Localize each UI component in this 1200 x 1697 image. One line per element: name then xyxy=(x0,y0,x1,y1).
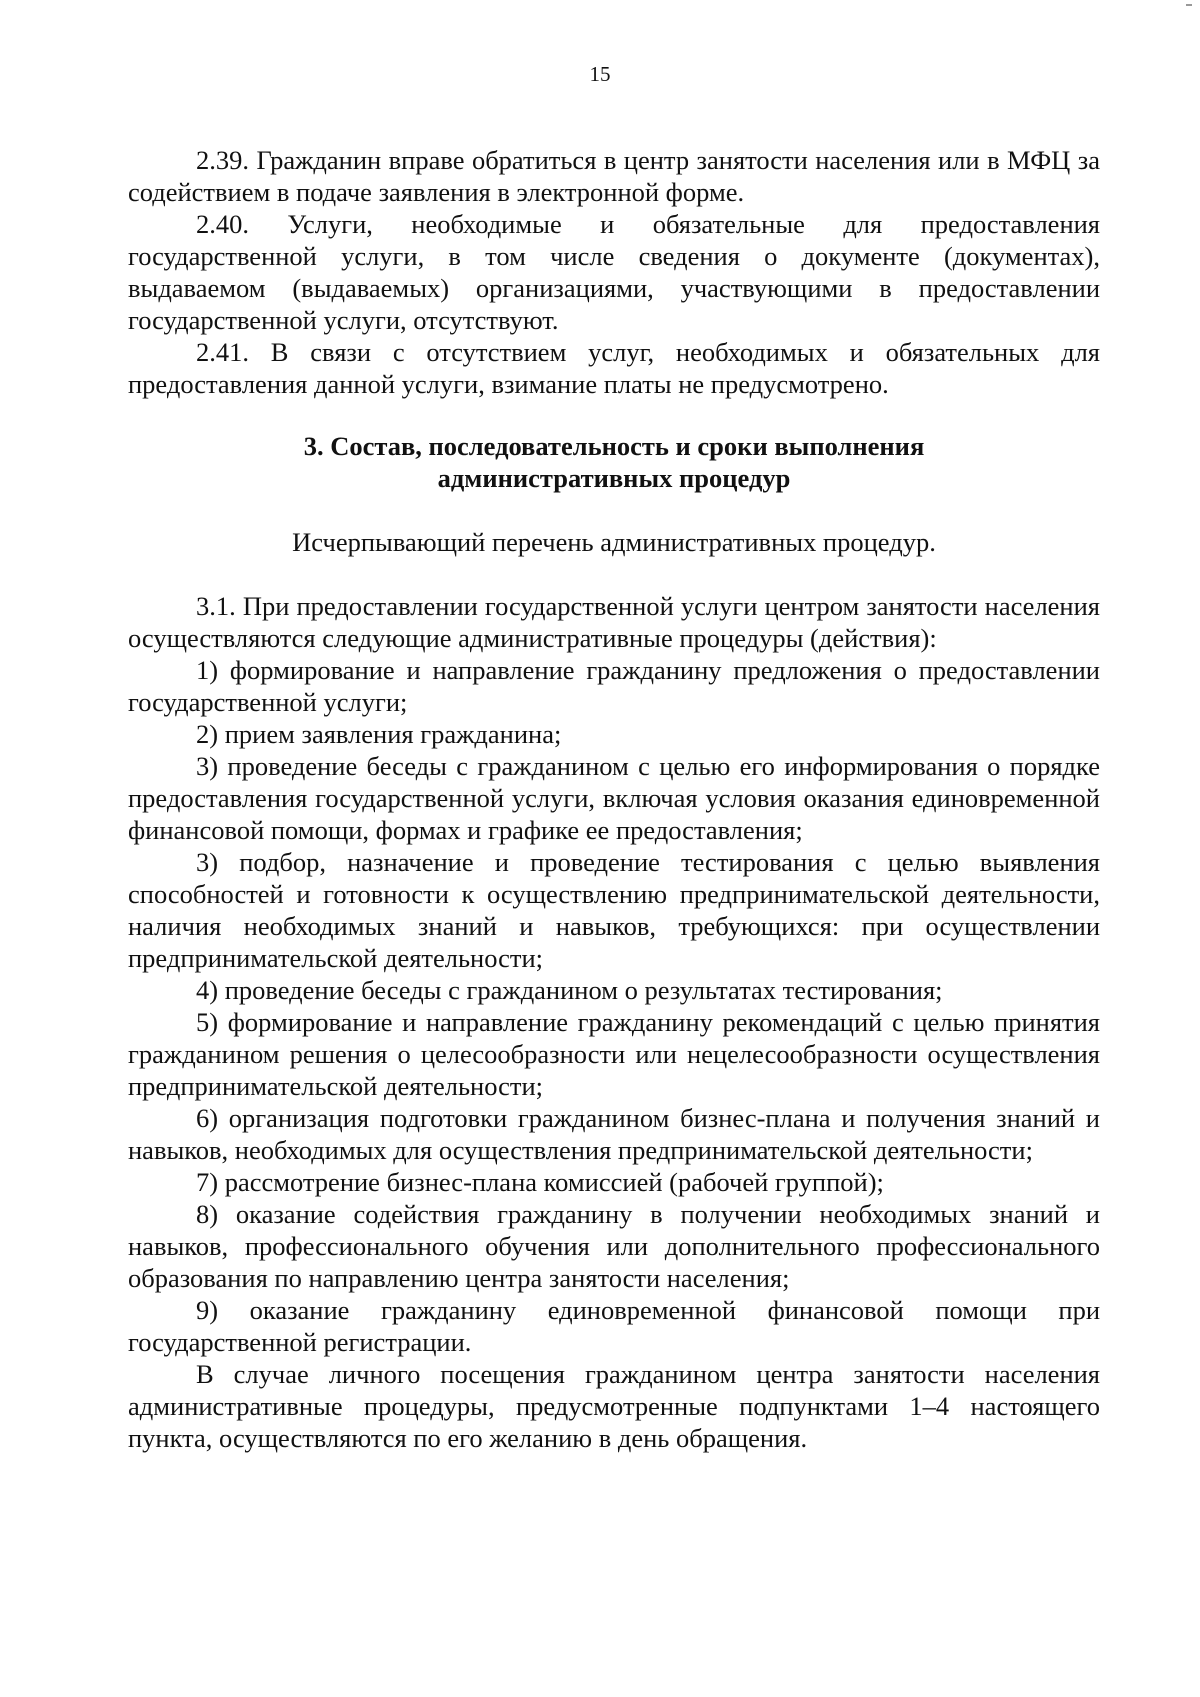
list-item-1: 1) формирование и направление гражданину предложения о предоставлении государственной услуги; xyxy=(128,655,1100,717)
scan-artifact xyxy=(1186,4,1192,6)
list-item-3b: 3) подбор, назначение и проведение тестирования с целью выявления способностей и готовности к осуществлению предпринимательской деятельности, наличия необходимых знаний и навыков, требующихся: при осуществлении предпринимательской деятельности; xyxy=(128,847,1100,973)
list-item-4: 4) проведение беседы с гражданином о результатах тестирования; xyxy=(196,975,943,1005)
document-body xyxy=(128,144,1100,1454)
list-item-6: 6) организация подготовки гражданином бизнес-плана и получения знаний и навыков, необходимых для осуществления предпринимательской деятельности; xyxy=(128,1103,1100,1165)
closing-paragraph: В случае личного посещения гражданином центра занятости населения административные процедуры, предусмотренные подпунктами 1–4 настоящего пункта, осуществляются по его желанию в день обращения. xyxy=(128,1359,1100,1453)
section-heading xyxy=(128,430,1100,494)
list-item-8: 8) оказание содействия гражданину в получении необходимых знаний и навыков, профессионального обучения или дополнительного профессионального образования по направлению центра занятости населения; xyxy=(128,1199,1100,1293)
list-item-7: 7) рассмотрение бизнес-плана комиссией (рабочей группой); xyxy=(196,1167,884,1197)
page-number: 15 xyxy=(589,62,611,86)
list-item-5: 5) формирование и направление гражданину рекомендаций с целью принятия гражданином решения о целесообразности или нецелесообразности осуществления предпринимательской деятельности; xyxy=(128,1007,1100,1101)
paragraph-2-41: 2.41. В связи с отсутствием услуг, необходимых и обязательных для предоставления данной услуги, взимание платы не предусмотрено. xyxy=(128,337,1100,399)
section-heading-line-1: 3. Состав, последовательность и сроки выполнения xyxy=(303,431,925,461)
paragraph-2-40: 2.40. Услуги, необходимые и обязательные для предоставления государственной услуги, в том числе сведения о документе (документах), выдаваемом (выдаваемых) организациями, участвующими в предоставлении государственной услуги, отсутствуют. xyxy=(128,209,1100,335)
paragraph-2-39: 2.39. Гражданин вправе обратиться в центр занятости населения или в МФЦ за содействием в подаче заявления в электронной форме. xyxy=(128,145,1100,207)
paragraph-3-1: 3.1. При предоставлении государственной услуги центром занятости населения осуществляются следующие административные процедуры (действия): xyxy=(128,591,1100,653)
section-subheading: Исчерпывающий перечень административных процедур. xyxy=(292,527,936,557)
section-heading-line-2: административных процедур xyxy=(437,463,791,493)
list-item-9: 9) оказание гражданину единовременной финансовой помощи при государственной регистрации. xyxy=(128,1295,1100,1357)
list-item-3a: 3) проведение беседы с гражданином с целью его информирования о порядке предоставления государственной услуги, включая условия оказания единовременной финансовой помощи, формах и графике ее предоставления; xyxy=(128,751,1100,845)
list-item-2: 2) прием заявления гражданина; xyxy=(196,719,562,749)
